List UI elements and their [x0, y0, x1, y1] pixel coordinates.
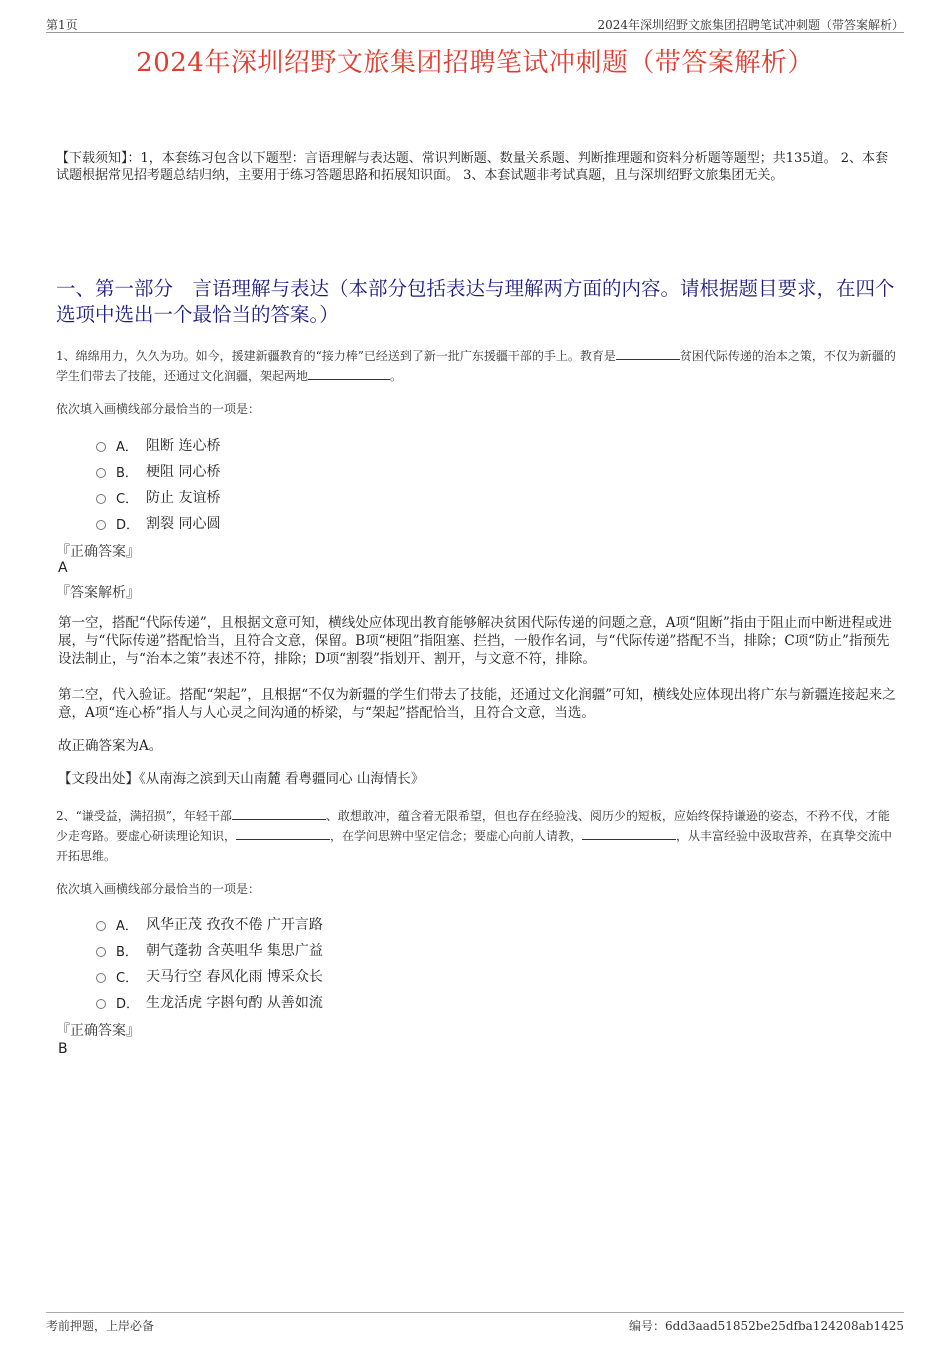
- radio-a[interactable]: [96, 921, 106, 931]
- blank-2: [308, 367, 390, 380]
- question-2-stem: 2、“谦受益，满招损”，年轻干部 、敢想敢冲，蕴含着无限希望，但也存在经验浅、阅历少的短板，应始终保持谦逊的姿态，不矜不伐，才能少走弯路。要虚心研读理论知识， ，在学问思辨中坚定信念；要虚心向前人请教， ，从丰富经验中汲取营养，在真挚交流中开拓思维。: [56, 809, 893, 863]
- question-1-stem: 1、绵绵用力，久久为功。如今，援建新疆教育的“接力棒”已经送到了新一批广东援疆干部的手上。教育是 贫困代际传递的治本之策，不仅为新疆的学生们带去了技能，还通过文化润疆，架起两地 。: [56, 349, 896, 383]
- footer-code: 编号：6dd3aad51852be25dfba124208ab1425: [629, 1319, 904, 1333]
- option-b[interactable]: B． 梗阻 同心桥: [96, 458, 220, 484]
- option-b[interactable]: B． 朝气蓬勃 含英咀华 集思广益: [96, 937, 323, 963]
- question-2-prompt: 依次填入画横线部分最恰当的一项是：: [56, 882, 261, 896]
- question-1-options: [96, 432, 220, 536]
- option-c[interactable]: C． 防止 友谊桥: [96, 484, 220, 510]
- q1-answer: A: [58, 560, 68, 576]
- header-doc-title: 2024年深圳绍野文旅集团招聘笔试冲刺题（带答案解析）: [597, 18, 904, 32]
- blank-4: [236, 827, 330, 840]
- download-notice: 【下载须知】：1，本套练习包含以下题型：言语理解与表达题、常识判断题、数量关系题、判断推理题和资料分析题等题型；共135道。 2、本套试题根据常见招考题总结归纳，主要用于练习答题思路和拓展知识面。 3、本套试题非考试真题，且与深圳绍野文旅集团无关。: [56, 151, 888, 183]
- radio-a[interactable]: [96, 442, 106, 452]
- q1-analysis-2: 第二空，代入验证。搭配“架起”，且根据“不仅为新疆的学生们带去了技能，还通过文化润疆”可知，横线处应体现出将广东与新疆连接起来之意，A项“连心桥”指人与人心灵之间沟通的桥梁，与“架起”搭配恰当，且符合文意，当选。: [58, 687, 896, 721]
- blank-3: [232, 807, 326, 820]
- radio-d[interactable]: [96, 999, 106, 1009]
- option-c[interactable]: C． 天马行空 春风化雨 博采众长: [96, 963, 323, 989]
- option-a[interactable]: A． 风华正茂 孜孜不倦 广开言路: [96, 911, 323, 937]
- question-1-prompt: 依次填入画横线部分最恰当的一项是：: [56, 402, 261, 416]
- question-2-options: [96, 911, 323, 1015]
- option-d[interactable]: D． 生龙活虎 字斟句酌 从善如流: [96, 989, 323, 1015]
- page-header: [46, 12, 904, 33]
- document-title: 2024年深圳绍野文旅集团招聘笔试冲刺题（带答案解析）: [136, 48, 814, 78]
- radio-c[interactable]: [96, 973, 106, 983]
- radio-b[interactable]: [96, 468, 106, 478]
- blank-5: [582, 827, 676, 840]
- blank-1: [616, 347, 680, 360]
- q2-answer-label: 『正确答案』: [56, 1023, 140, 1039]
- section-title: 一、第一部分 言语理解与表达（本部分包括表达与理解两方面的内容。请根据题目要求，在四个选项中选出一个最恰当的答案。）: [56, 277, 895, 326]
- footer-slogan: 考前押题，上岸必备: [46, 1319, 155, 1333]
- option-d[interactable]: D． 割裂 同心圆: [96, 510, 220, 536]
- q2-answer: B: [58, 1041, 68, 1057]
- q1-analysis-label: 『答案解析』: [56, 585, 140, 601]
- radio-b[interactable]: [96, 947, 106, 957]
- page-number: 第1页: [46, 18, 78, 32]
- q1-source: 【文段出处】《从南海之滨到天山南麓 看粤疆同心 山海情长》: [58, 771, 425, 787]
- q1-analysis-1: 第一空，搭配“代际传递”，且根据文意可知，横线处应体现出教育能够解决贫困代际传递的问题之意，A项“阻断”指由于阻止而中断进程或进展，与“代际传递”搭配恰当，且符合文意，保留。B项“梗阻”指阻塞、拦挡，一般作名词，与“代际传递”搭配不当，排除；C项“防止”指预先设法制止，与“治本之策”表述不符，排除；D项“割裂”指划开、割开，与文意不符，排除。: [58, 615, 892, 667]
- radio-c[interactable]: [96, 494, 106, 504]
- q1-answer-label: 『正确答案』: [56, 544, 140, 560]
- page-footer: [46, 1312, 904, 1333]
- radio-d[interactable]: [96, 520, 106, 530]
- option-a[interactable]: A． 阻断 连心桥: [96, 432, 220, 458]
- q1-conclusion: 故正确答案为A。: [58, 738, 163, 754]
